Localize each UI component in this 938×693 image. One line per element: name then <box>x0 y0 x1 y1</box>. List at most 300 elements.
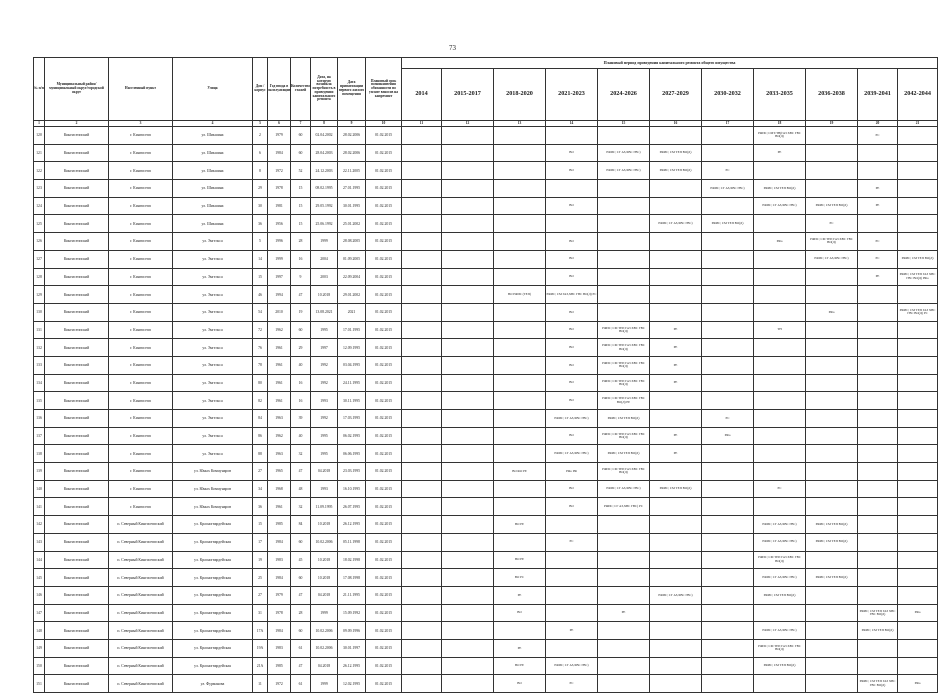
cell-date-need: 04.2018 <box>311 463 338 481</box>
cell-period-work <box>806 551 858 569</box>
cell-house: 84 <box>253 410 268 428</box>
cell-period-work <box>494 427 546 445</box>
cell-period-work: РС <box>858 233 898 251</box>
cell-house: 86 <box>253 427 268 445</box>
cell-floors: 47 <box>291 586 311 604</box>
cell-street: ул. Юных Коммунаров <box>173 498 253 516</box>
cell-period-work <box>702 639 754 657</box>
cell-period-work: ВО <box>546 303 598 321</box>
cell-date-privatization: 29.01.2002 <box>338 286 366 304</box>
cell-date-need: 10.2018 <box>311 569 338 587</box>
table-row <box>34 144 938 162</box>
cell-district: Кингисеппский <box>45 427 109 445</box>
table-row <box>34 374 938 392</box>
table-row <box>34 675 938 693</box>
cell-row-number: 131 <box>34 321 45 339</box>
cell-period-work <box>702 480 754 498</box>
table-row <box>34 551 938 569</box>
cell-district: Кингисеппский <box>45 675 109 693</box>
cell-street: ул. Энгельса <box>173 356 253 374</box>
cell-period-work: РЕ <box>650 356 702 374</box>
table-row <box>34 533 938 551</box>
cell-deadline: 01.02.2015 <box>366 339 402 357</box>
table-row <box>34 445 938 463</box>
cell-floors: 60 <box>291 144 311 162</box>
cell-period-work: РС <box>858 127 898 145</box>
cell-deadline: 01.02.2015 <box>366 250 402 268</box>
cell-settlement: г. Кингисепп <box>109 127 173 145</box>
cell-row-number: 145 <box>34 569 45 587</box>
cell-period-work <box>494 197 546 215</box>
cell-period-work <box>898 463 938 481</box>
cell-settlement: г. Кингисепп <box>109 286 173 304</box>
cell-build-year: 1963 <box>268 445 291 463</box>
cell-period-work <box>806 463 858 481</box>
cell-period-work <box>442 250 494 268</box>
cell-street: ул. Шикшина <box>173 162 253 180</box>
cell-period-work <box>702 303 754 321</box>
cell-period-work <box>806 321 858 339</box>
cell-house: 25 <box>253 569 268 587</box>
cell-date-privatization: 24.11.1995 <box>338 374 366 392</box>
cell-period-work <box>494 268 546 286</box>
cell-row-number: 149 <box>34 639 45 657</box>
cell-period-work <box>650 392 702 410</box>
cell-house: 21А <box>253 657 268 675</box>
cell-period-work <box>650 250 702 268</box>
cell-period-work <box>402 268 442 286</box>
cell-period-work: ВО <box>546 144 598 162</box>
cell-settlement: п. Северный Кингисеппский <box>109 516 173 534</box>
cell-period-work <box>546 551 598 569</box>
cell-period-work: РФИС; СМ ТЕП ГАЗ ХВС ГВС ВО(Д) <box>598 463 650 481</box>
cell-period-work <box>898 162 938 180</box>
cell-period-work <box>806 480 858 498</box>
cell-build-year: 1983 <box>268 639 291 657</box>
cell-period-work <box>650 233 702 251</box>
cell-period-work <box>702 286 754 304</box>
cell-row-number: 132 <box>34 339 45 357</box>
cell-settlement: п. Северный Кингисеппский <box>109 533 173 551</box>
table-row <box>34 639 938 657</box>
cell-street: ул. Красногвардейская <box>173 533 253 551</box>
cell-period-work <box>702 356 754 374</box>
cell-period-work: ВО РЕ <box>494 657 546 675</box>
cell-period-work <box>598 127 650 145</box>
cell-period-work <box>442 197 494 215</box>
cell-period-work <box>494 127 546 145</box>
column-number: 16 <box>650 121 702 127</box>
cell-period-work <box>858 657 898 675</box>
cell-period-work <box>650 604 702 622</box>
cell-date-privatization: 27.01.1995 <box>338 180 366 198</box>
cell-district: Кингисеппский <box>45 551 109 569</box>
cell-house: 15 <box>253 268 268 286</box>
cell-period-work <box>806 127 858 145</box>
cell-period-work <box>858 639 898 657</box>
cell-period-work <box>494 321 546 339</box>
cell-period-work <box>546 516 598 534</box>
cell-deadline: 01.02.2015 <box>366 410 402 428</box>
cell-floors: 61 <box>291 675 311 693</box>
cell-date-privatization: 25.01.2002 <box>338 215 366 233</box>
cell-period-work <box>598 586 650 604</box>
header-period-2015-2017: 2015-2017 <box>442 69 494 121</box>
table-row <box>34 569 938 587</box>
column-number: 5 <box>253 121 268 127</box>
cell-period-work <box>598 286 650 304</box>
cell-street: ул. Шикшина <box>173 127 253 145</box>
cell-period-work <box>442 445 494 463</box>
cell-period-work <box>402 144 442 162</box>
cell-period-work: РФИС; СГ АЗ,ХВС ГВС) <box>650 215 702 233</box>
cell-date-need: 1993 <box>311 480 338 498</box>
cell-build-year: 1961 <box>268 374 291 392</box>
cell-deadline: 01.02.2015 <box>366 162 402 180</box>
cell-period-work <box>598 569 650 587</box>
cell-period-work <box>598 551 650 569</box>
cell-row-number: 129 <box>34 286 45 304</box>
header-period-2039-2041: 2039-2041 <box>858 69 898 121</box>
cell-period-work <box>702 197 754 215</box>
cell-period-work <box>858 480 898 498</box>
cell-row-number: 144 <box>34 551 45 569</box>
cell-date-need: 24.12.2003 <box>311 162 338 180</box>
column-number: 9 <box>338 121 366 127</box>
cell-floors: 84 <box>291 516 311 534</box>
cell-row-number: 124 <box>34 197 45 215</box>
cell-floors: 9 <box>291 268 311 286</box>
header-period-2018-2020: 2018-2020 <box>494 69 546 121</box>
cell-settlement: г. Кингисепп <box>109 427 173 445</box>
cell-period-work <box>898 144 938 162</box>
cell-row-number: 141 <box>34 498 45 516</box>
column-number: 4 <box>173 121 253 127</box>
cell-period-work <box>806 639 858 657</box>
cell-period-work <box>754 675 806 693</box>
cell-period-work <box>442 410 494 428</box>
cell-period-work: РФИС; СМ ГАЗ,ХВС ГВС ВО(Д) РС <box>546 286 598 304</box>
cell-date-privatization: 26.07.1995 <box>338 498 366 516</box>
cell-settlement: п. Северный Кингисеппский <box>109 675 173 693</box>
cell-period-work <box>858 339 898 357</box>
cell-period-work: РЕ <box>650 374 702 392</box>
cell-period-work <box>898 498 938 516</box>
cell-build-year: 1961 <box>268 339 291 357</box>
cell-period-work <box>494 303 546 321</box>
header-floors: Количество этажей <box>291 58 311 121</box>
cell-period-work <box>702 268 754 286</box>
cell-settlement: г. Кингисепп <box>109 144 173 162</box>
cell-settlement: г. Кингисепп <box>109 268 173 286</box>
cell-period-work <box>402 463 442 481</box>
cell-period-work <box>806 144 858 162</box>
cell-period-work <box>858 303 898 321</box>
header-period-2024-2026: 2024-2026 <box>598 69 650 121</box>
column-number: 7 <box>291 121 311 127</box>
cell-period-work <box>650 551 702 569</box>
cell-floors: 47 <box>291 657 311 675</box>
cell-period-work: ВО <box>546 197 598 215</box>
cell-floors: 47 <box>291 286 311 304</box>
header-settlement: Населенный пункт <box>109 58 173 121</box>
cell-date-need: 1993 <box>311 392 338 410</box>
cell-date-need: 04.2018 <box>311 586 338 604</box>
cell-period-work <box>858 427 898 445</box>
cell-date-privatization: 22.11.2005 <box>338 162 366 180</box>
cell-period-work <box>402 586 442 604</box>
cell-period-work <box>806 586 858 604</box>
cell-period-work <box>806 286 858 304</box>
cell-period-work: ВО <box>546 392 598 410</box>
cell-district: Кингисеппский <box>45 233 109 251</box>
cell-period-work: РС <box>702 162 754 180</box>
cell-period-work <box>702 516 754 534</box>
cell-period-work: РФИС; СМ ТЕП ГАЗ ХВС ГВС ВО(Д) РФо <box>898 268 938 286</box>
cell-period-work <box>702 533 754 551</box>
cell-period-work <box>442 144 494 162</box>
cell-period-work <box>402 410 442 428</box>
cell-period-work: РС <box>546 675 598 693</box>
cell-period-work <box>494 339 546 357</box>
cell-period-work <box>650 127 702 145</box>
cell-period-work: ВО РЕ <box>494 551 546 569</box>
cell-date-privatization: 18.02.1998 <box>338 551 366 569</box>
table-row <box>34 392 938 410</box>
cell-period-work <box>402 339 442 357</box>
cell-date-privatization: 30.01.1997 <box>338 639 366 657</box>
cell-period-work: РФо <box>702 427 754 445</box>
cell-build-year: 1972 <box>268 162 291 180</box>
table-row <box>34 498 938 516</box>
cell-period-work: РЕ <box>494 586 546 604</box>
cell-date-privatization: 09.09.1996 <box>338 622 366 640</box>
cell-period-work: РФИС; СГ АЗ,ХВС ГВС) <box>598 144 650 162</box>
cell-date-need: 1995 <box>311 427 338 445</box>
cell-period-work <box>402 127 442 145</box>
cell-period-work <box>858 516 898 534</box>
cell-deadline: 01.02.2015 <box>366 551 402 569</box>
cell-period-work <box>494 410 546 428</box>
cell-deadline: 01.02.2015 <box>366 675 402 693</box>
cell-period-work <box>442 533 494 551</box>
header-year: Год ввода в эксплуатацию <box>268 58 291 121</box>
cell-street: ул. Энгельса <box>173 427 253 445</box>
cell-floors: 45 <box>291 551 311 569</box>
cell-period-work <box>546 215 598 233</box>
cell-period-work: РФИС; СГ АЗ,ХВС ГВС) <box>754 197 806 215</box>
cell-street: ул. Энгельса <box>173 392 253 410</box>
cell-row-number: 135 <box>34 392 45 410</box>
cell-period-work: РФИС; СМ ТЕП ВО(Д) <box>806 533 858 551</box>
cell-period-work: РФо <box>898 675 938 693</box>
cell-street: ул. Красногвардейская <box>173 639 253 657</box>
cell-period-work <box>806 410 858 428</box>
cell-house: 19А <box>253 639 268 657</box>
cell-house: 27 <box>253 586 268 604</box>
cell-district: Кингисеппский <box>45 657 109 675</box>
cell-period-work: РФИС; СМ ТЕП ВО(Д) <box>754 180 806 198</box>
table-row <box>34 516 938 534</box>
cell-period-work <box>898 427 938 445</box>
cell-district: Кингисеппский <box>45 639 109 657</box>
column-number: 17 <box>702 121 754 127</box>
cell-settlement: п. Северный Кингисеппский <box>109 569 173 587</box>
table-row <box>34 233 938 251</box>
cell-house: 2 <box>253 127 268 145</box>
cell-district: Кингисеппский <box>45 162 109 180</box>
cell-period-work <box>858 374 898 392</box>
cell-period-work <box>402 392 442 410</box>
cell-period-work <box>754 392 806 410</box>
table-row <box>34 321 938 339</box>
cell-floors: 16 <box>291 392 311 410</box>
cell-period-work <box>402 533 442 551</box>
cell-period-work <box>598 533 650 551</box>
cell-period-work: ВО <box>546 321 598 339</box>
cell-period-work: РЕ <box>598 604 650 622</box>
column-number: 10 <box>366 121 402 127</box>
cell-period-work <box>402 498 442 516</box>
cell-period-work: ВО РС <box>494 569 546 587</box>
cell-house: 17А <box>253 622 268 640</box>
cell-floors: 52 <box>291 162 311 180</box>
cell-period-work: ВО <box>546 250 598 268</box>
cell-period-work <box>598 197 650 215</box>
cell-street: ул. Шикшина <box>173 215 253 233</box>
header-periods: Плановый период проведения капитального ремонта общего имущества <box>402 58 938 69</box>
cell-settlement: г. Кингисепп <box>109 480 173 498</box>
table-row <box>34 427 938 445</box>
cell-row-number: 148 <box>34 622 45 640</box>
cell-period-work <box>650 180 702 198</box>
cell-row-number: 127 <box>34 250 45 268</box>
cell-district: Кингисеппский <box>45 144 109 162</box>
cell-period-work <box>702 675 754 693</box>
cell-period-work: РФИС; СМ ТЕП ВО(Д) <box>754 586 806 604</box>
cell-period-work <box>702 586 754 604</box>
cell-period-work <box>898 480 938 498</box>
cell-period-work <box>806 657 858 675</box>
cell-build-year: 1996 <box>268 233 291 251</box>
cell-period-work <box>650 516 702 534</box>
cell-build-year: 1994 <box>268 286 291 304</box>
cell-date-privatization: 05.11.1998 <box>338 533 366 551</box>
cell-floors: 15 <box>291 180 311 198</box>
cell-period-work <box>702 233 754 251</box>
table-row <box>34 286 938 304</box>
cell-district: Кингисеппский <box>45 569 109 587</box>
cell-period-work <box>442 622 494 640</box>
cell-street: ул. Красногвардейская <box>173 604 253 622</box>
cell-row-number: 128 <box>34 268 45 286</box>
cell-house: 46 <box>253 286 268 304</box>
cell-period-work <box>442 516 494 534</box>
cell-street: ул. Шикшина <box>173 180 253 198</box>
cell-build-year: 2010 <box>268 303 291 321</box>
cell-period-work <box>442 463 494 481</box>
cell-settlement: п. Северный Кингисеппский <box>109 657 173 675</box>
cell-period-work <box>898 127 938 145</box>
cell-period-work <box>442 233 494 251</box>
cell-build-year: 1962 <box>268 427 291 445</box>
cell-date-need: 28.04.2003 <box>311 144 338 162</box>
cell-district: Кингисеппский <box>45 286 109 304</box>
cell-settlement: п. Северный Кингисеппский <box>109 639 173 657</box>
capital-repair-table <box>33 57 938 693</box>
column-number: 6 <box>268 121 291 127</box>
cell-period-work <box>402 356 442 374</box>
cell-deadline: 01.02.2015 <box>366 321 402 339</box>
cell-period-work <box>702 622 754 640</box>
cell-settlement: г. Кингисепп <box>109 339 173 357</box>
column-number: 8 <box>311 121 338 127</box>
cell-period-work: РФИС; СМ ТЕП ВО(Д) <box>650 480 702 498</box>
column-number: 18 <box>754 121 806 127</box>
cell-period-work <box>546 569 598 587</box>
cell-period-work <box>650 463 702 481</box>
cell-period-work <box>598 303 650 321</box>
cell-period-work <box>442 480 494 498</box>
cell-floors: 47 <box>291 463 311 481</box>
cell-period-work <box>898 339 938 357</box>
cell-house: 80 <box>253 374 268 392</box>
cell-period-work <box>402 569 442 587</box>
cell-district: Кингисеппский <box>45 321 109 339</box>
cell-house: 31 <box>253 604 268 622</box>
cell-settlement: г. Кингисепп <box>109 392 173 410</box>
cell-period-work <box>898 516 938 534</box>
cell-district: Кингисеппский <box>45 586 109 604</box>
cell-period-work <box>702 392 754 410</box>
cell-build-year: 1978 <box>268 604 291 622</box>
column-number: 20 <box>858 121 898 127</box>
cell-settlement: г. Кингисепп <box>109 410 173 428</box>
cell-street: ул. Энгельса <box>173 339 253 357</box>
cell-period-work <box>806 180 858 198</box>
cell-period-work <box>546 639 598 657</box>
cell-settlement: п. Северный Кингисеппский <box>109 586 173 604</box>
cell-floors: 60 <box>291 622 311 640</box>
table-row <box>34 657 938 675</box>
cell-period-work <box>442 498 494 516</box>
cell-house: 72 <box>253 321 268 339</box>
cell-period-work <box>754 604 806 622</box>
cell-period-work <box>702 250 754 268</box>
cell-build-year: 1984 <box>268 622 291 640</box>
cell-period-work <box>702 604 754 622</box>
cell-deadline: 01.02.2015 <box>366 427 402 445</box>
cell-period-work: РЕ <box>650 321 702 339</box>
cell-period-work <box>702 657 754 675</box>
cell-district: Кингисеппский <box>45 180 109 198</box>
cell-period-work: РЕ <box>650 339 702 357</box>
cell-settlement: г. Кингисепп <box>109 162 173 180</box>
cell-period-work: РС <box>754 480 806 498</box>
cell-date-need: 10.02.2006 <box>311 639 338 657</box>
cell-district: Кингисеппский <box>45 533 109 551</box>
cell-period-work: ВО <box>546 356 598 374</box>
cell-period-work <box>806 268 858 286</box>
cell-deadline: 01.02.2015 <box>366 374 402 392</box>
cell-floors: 60 <box>291 321 311 339</box>
cell-build-year: 1972 <box>268 675 291 693</box>
cell-period-work <box>442 675 494 693</box>
cell-house: 19 <box>253 551 268 569</box>
cell-date-privatization: 12.02.1995 <box>338 675 366 693</box>
cell-date-privatization: 03.04.1995 <box>338 356 366 374</box>
cell-period-work <box>494 480 546 498</box>
